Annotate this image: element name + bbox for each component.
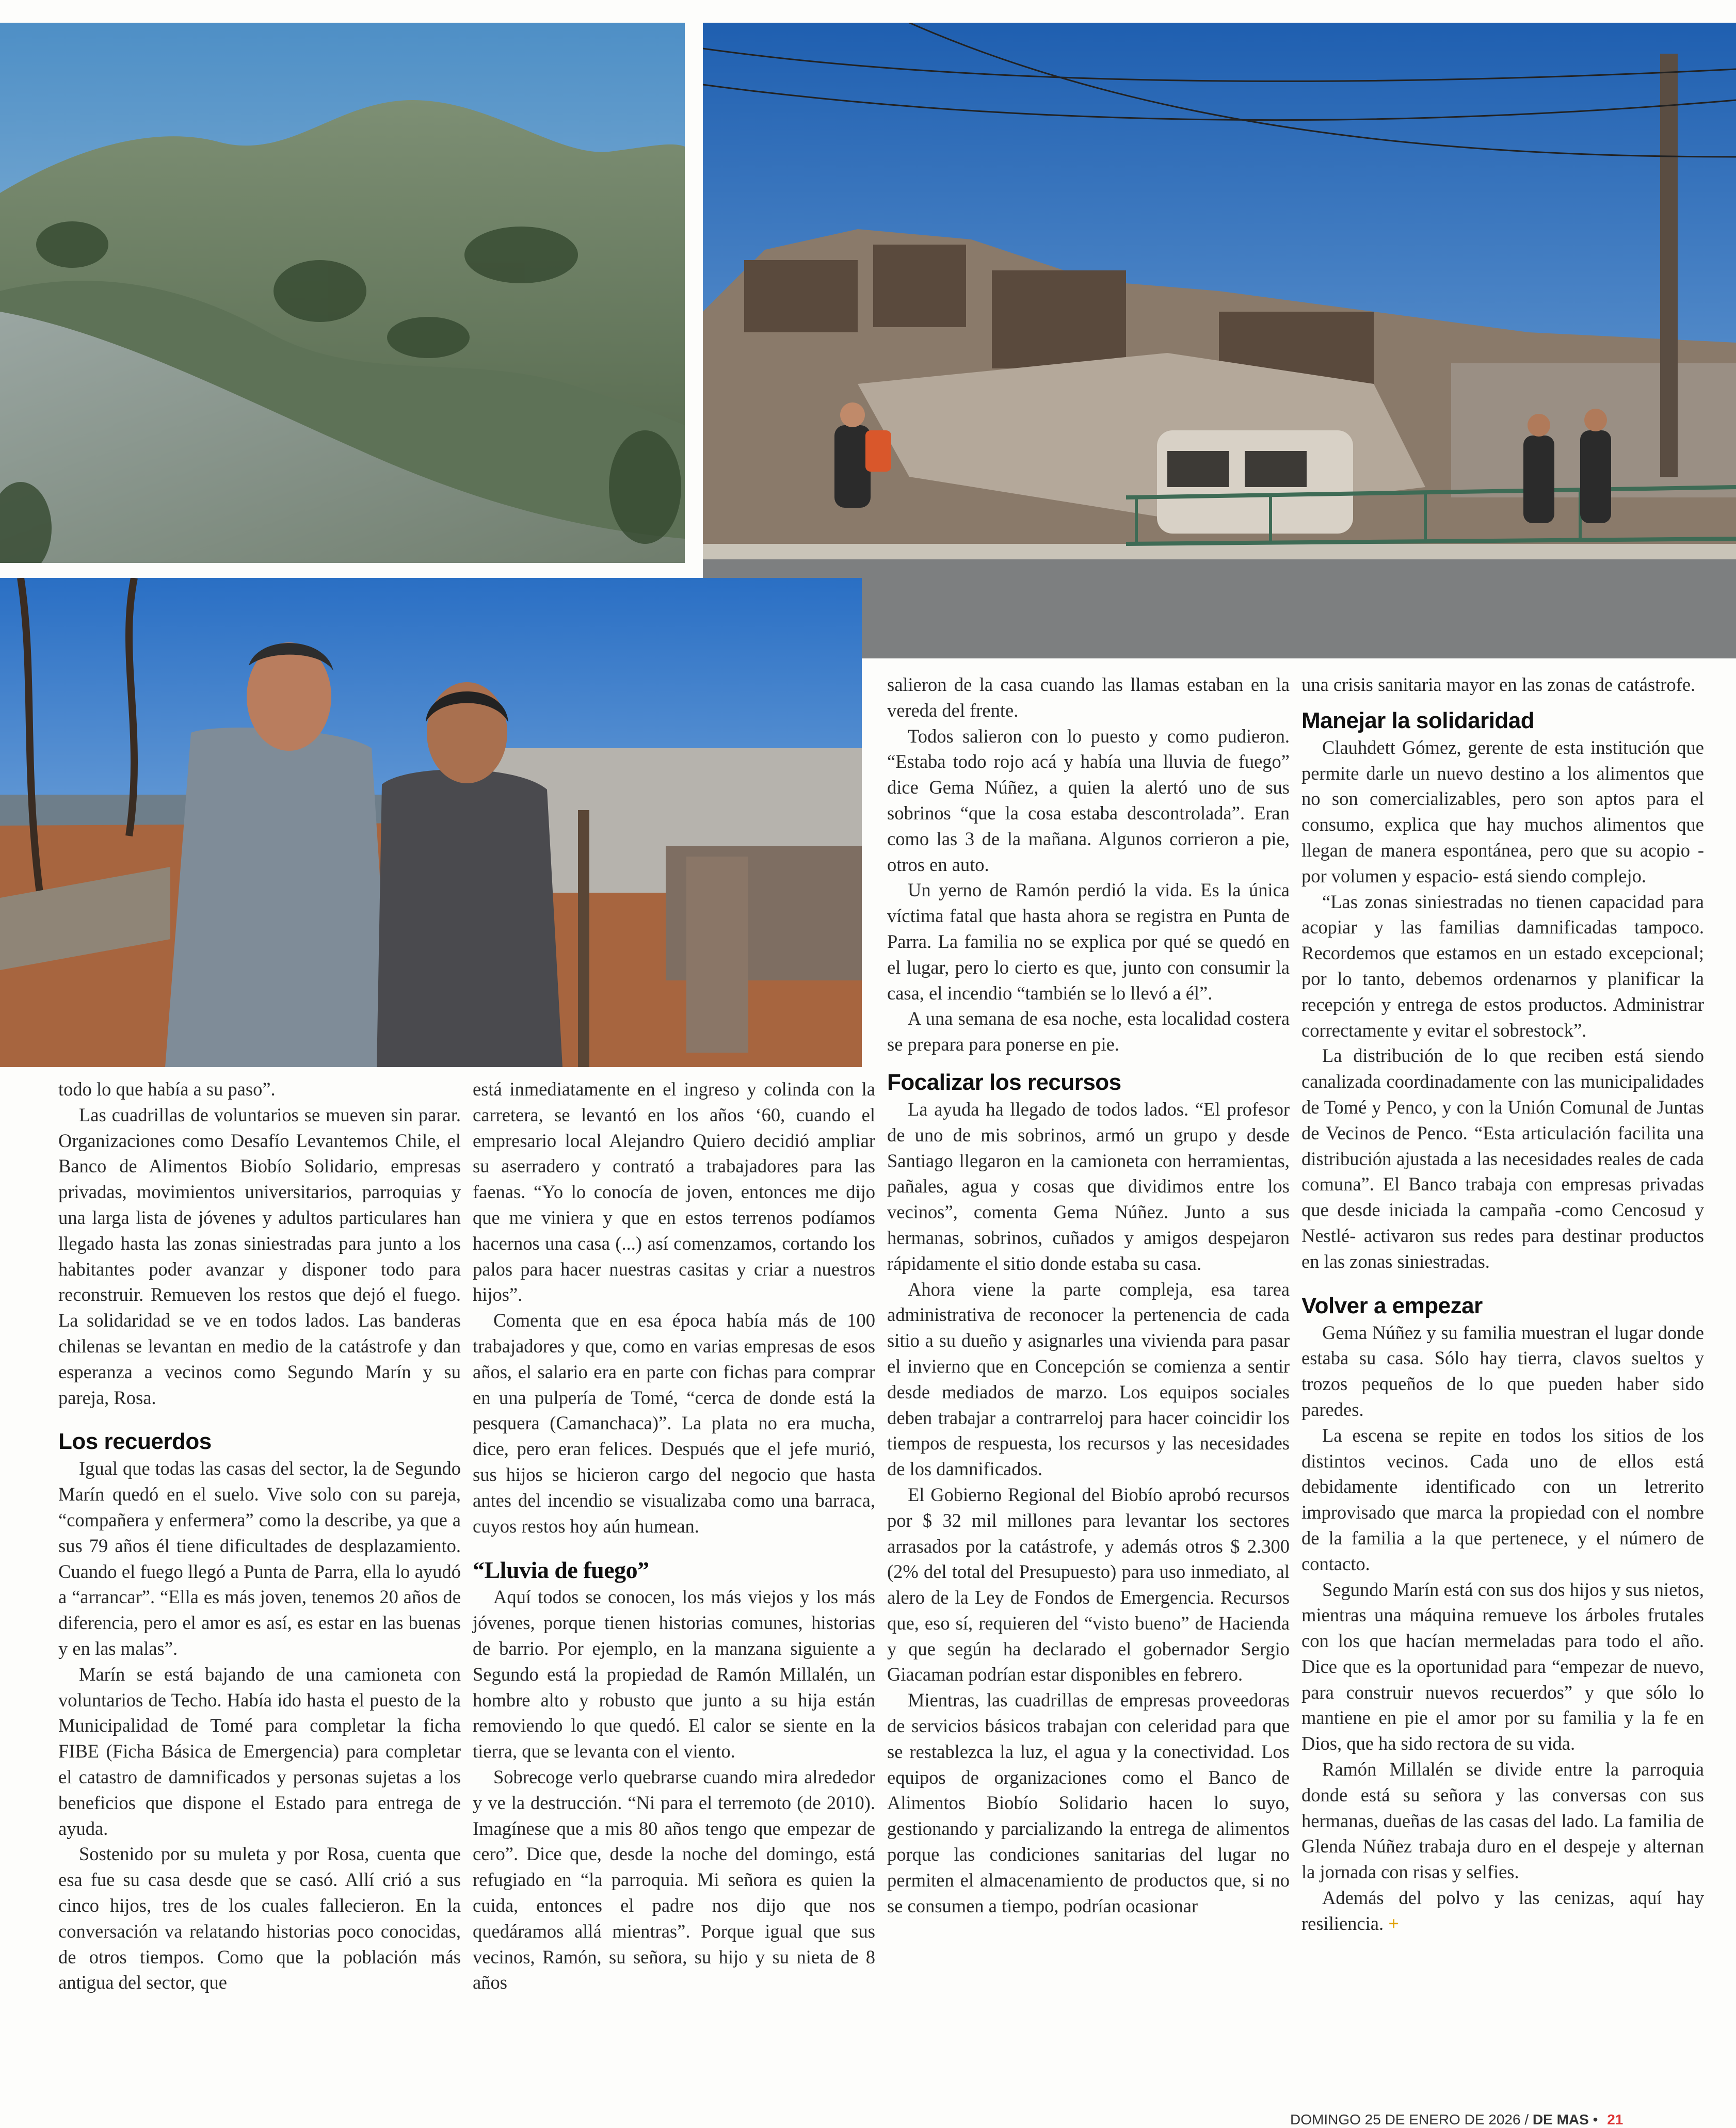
paragraph: Ahora viene la parte compleja, esa tarea administrativa de reconocer la pertenencia de cada sitio a su dueño y asignarles una vivienda para pasar el invierno que en Concepción se comienza a sentir desde mediados de marzo. Los equipos sociales deben trabajar a contrarreloj para hacer coincidir los tiempos de respuesta, los recursos y las necesidades de los damnificados.: [887, 1278, 1290, 1480]
subheading-manejar-la-solidaridad: Manejar la solidaridad: [1301, 707, 1535, 733]
paragraph: Igual que todas las casas del sector, la de Segundo Marín quedó en el suelo. Vive solo con su pareja, “compañera y enfermera” como la describe, ya que a sus 79 años él tiene dificultades de desplazamiento. Cuando el fuego llegó a Punta de Parra, ella lo ayudó a “arrancar”. “Ella es más joven, tenemos 20 años de diferencia, pero el amor es así, es estar en las buenas y en las malas”.: [58, 1458, 461, 1659]
paragraph-text: Ramón Millalén se divide entre la parroquia donde está su señora y las conversas con sus hermanas, dueñas de las casas del lado. La familia de Glenda Núñez trabaja duro en el despeje y alternan la jornada con risas y selfies.: [1301, 1759, 1704, 1883]
subheading-lluvia-de-fuego: “Lluvia de fuego”: [473, 1557, 649, 1584]
paragraph: Mientras, las cuadrillas de empresas proveedoras de servicios básicos trabajan con celeridad para que se restablezca la luz, el agua y la conectividad. Los equipos de organizaciones como el Banco de Alimentos Biobío Solidario hacen lo suyo, gestionando y parcializando la entrega de alimentos porque las condiciones sanitarias del lugar no permiten el almacenamiento de productos que, si no se consumen a tiempo, podrían ocasionar: [887, 1689, 1290, 1916]
paragraph: Un yerno de Ramón perdió la vida. Es la única víctima fatal que hasta ahora se registra en Punta de Parra. La familia no se explica por qué se quedó en el lugar, pero lo cierto es que, junto con consumir la casa, el incendio “también se lo llevó a él”.: [887, 879, 1290, 1004]
paragraph: Gema Núñez y su familia muestran el lugar donde estaba su casa. Sólo hay tierra, clavos sueltos y trozos pequeños de lo que pueden haber sido paredes.: [1301, 1321, 1704, 1420]
footer-bullet: •: [1588, 2111, 1602, 2127]
footer-separator: /: [1520, 2111, 1533, 2127]
paragraph: Sobrecoge verlo quebrarse cuando mira alrededor y ve la destrucción. “Ni para el terremoto (de 2010). Imagínese que a mis 80 años tengo que empezar de cero”. Dice que, desde la noche del domingo, está refugiado en “la parroquia. Mi señora es quien la cuida, entonces el padre nos dijo que nos quedáramos allá mientras”. Porque igual que sus vecinos, Ramón, su señora, su hijo y su nieta de 8 años: [473, 1766, 875, 1993]
paragraph: La distribución de lo que reciben está siendo canalizada coordinadamente con las municipalidades de Tomé y Penco, y con la Unión Comunal de Juntas de Vecinos de Penco. “Esta articulación facilita una distribución ajustada a las necesidades reales de cada comuna”. El Banco trabaja con empresas privadas que desde iniciada la campaña -como Cencosud y Nestlé- activaron sus redes para destinar productos en las zonas siniestradas.: [1301, 1045, 1704, 1272]
paragraph: Segundo Marín está con sus dos hijos y sus nietos, mientras una máquina remueve los árboles frutales con los que hacían mermeladas para todo el año. Dice que es la oportunidad para “empezar de nuevo, para construir nuevos recuerdos” y que sólo lo mantiene en pie el amor por su familia y la fe en Dios, que ha sido rectora de su vida.: [1301, 1578, 1704, 1754]
paragraph-text: Además del polvo y las cenizas, aquí hay resiliencia.: [1301, 1887, 1704, 1934]
paragraph: [1301, 1885, 1704, 1937]
paragraph: Aquí todos se conocen, los más viejos y los más jóvenes, porque tienen historias comunes, historias de barrio. Por ejemplo, en la manzana siguiente a Segundo está la propiedad de Ramón Millalén, un hombre alto y robusto que junto a su hija están removiendo lo que quedó. El calor se siente en la tierra, que se levanta con el viento.: [473, 1586, 875, 1762]
article-column-1: [58, 1076, 461, 1995]
paragraph: El Gobierno Regional del Biobío aprobó recursos por $ 32 mil millones para levantar los sectores arrasados por la catástrofe, y además otros $ 2.300 (2% del total del Presupuesto) para uso inmediato, al alero de la Ley de Fondos de Emergencia. Recursos que, eso sí, requieren del “visto bueno” de Hacienda y que según ha declarado el gobernador Sergio Giacaman podrían estar disponibles en febrero.: [887, 1484, 1290, 1685]
paragraph: Sostenido por su muleta y por Rosa, cuenta que esa fue su casa desde que se casó. Allí crió a sus cinco hijos, tres de los cuales fallecieron. En la conversación va relatando historias poco conocidas, de otros tiempos. Como que la población más antigua del sector, que: [58, 1843, 461, 1993]
end-mark: +: [1388, 1912, 1400, 1934]
footer-section: DE MAS: [1532, 2111, 1589, 2127]
couple-portrait-photo: [0, 578, 862, 1067]
paragraph: todo lo que había a su paso”.: [58, 1078, 276, 1100]
paragraph: [1301, 1756, 1704, 1885]
paragraph: salieron de la casa cuando las llamas estaban en la vereda del frente.: [887, 674, 1290, 721]
article-column-4: [1301, 672, 1704, 1937]
paragraph: Las cuadrillas de voluntarios se mueven sin parar. Organizaciones como Desafío Levantemos Chile, el Banco de Alimentos Biobío Solidario, empresas privadas, movimientos universitarios, parroquias y una larga lista de jóvenes y adultos particulares han llegado hasta las zonas siniestradas para junto a los habitantes poder avanzar y disponer todo para reconstruir. Remueven los restos que dejó el fuego. La solidaridad se ve en todos lados. Las banderas chilenas se levantan en medio de la catástrofe y dan esperanza a vecinos como Segundo Marín y su pareja, Rosa.: [58, 1104, 461, 1408]
paragraph: La escena se repite en todos los sitios de los distintos vecinos. Cada uno de ellos está debidamente identificado con un letrerito improvisado que marca la propiedad con el nombre de la familia a la que pertenece, y el número de contacto.: [1301, 1424, 1704, 1574]
burned-houses-street-photo: [703, 23, 1736, 658]
subheading-los-recuerdos: Los recuerdos: [58, 1429, 212, 1455]
paragraph: está inmediatamente en el ingreso y colinda con la carretera, se levantó en los años ‘60, cuando el empresario local Alejandro Quiero decidió ampliar su aserradero y contrató a trabajadores para las faenas. “Yo lo conocía de joven, entonces me dijo que me viniera y que en estos terrenos podíamos hacernos una casa (...) así comenzamos, cortando los palos para hacer nuestras casitas y criar a nuestros hijos”.: [473, 1078, 875, 1305]
paragraph: A una semana de esa noche, esta localidad costera se prepara para ponerse en pie.: [887, 1008, 1290, 1055]
paragraph: Clauhdett Gómez, gerente de esta institución que permite darle un nuevo destino a los alimentos que no son comercializables, pero son aptos para el consumo, explica que hay muchos alimentos que llegan de manera espontánea, pero que su acopio -por volumen y espacio- está siendo complejo.: [1301, 736, 1704, 886]
page-footer: [1290, 2111, 1736, 2128]
paragraph: “Las zonas siniestradas no tienen capacidad para acopiar y las familias damnificadas tampoco. Recordemos que estamos en un estado excepcional; por lo tanto, debemos ordenarnos y planificar la recepción y entrega de estos productos. Administrar correctamente y evitar el sobrestock”.: [1301, 891, 1704, 1041]
paragraph: Marín se está bajando de una camioneta con voluntarios de Techo. Había ido hasta el puesto de la Municipalidad de Tomé para completar la ficha FIBE (Ficha Básica de Emergencia) para completar el catastro de damnificados y personas sujetas a los beneficios que dispone el Estado para entrega de ayuda.: [58, 1663, 461, 1839]
paragraph: una crisis sanitaria mayor en las zonas de catástrofe.: [1301, 674, 1696, 695]
paragraph: La ayuda ha llegado de todos lados. “El profesor de uno de mis sobrinos, armó un grupo y desde Santiago llegaron en la camioneta con herramientas, pañales, agua y cosas que dividimos entre los vecinos”, comenta Gema Núñez. Junto a sus hermanas, sobrinos, cuñados y amigos despejaron rápidamente el sitio donde estaba su casa.: [887, 1098, 1290, 1274]
paragraph: Comenta que en esa época había más de 100 trabajadores y que, como en varias empresas de esos años, el salario era en parte con fichas para comprar en una pulpería de Tomé, “cerca de donde está la pesquera (Camanchaca)”. La plata no era mucha, dice, pero eran felices. Después que el jefe murió, sus hijos se hicieron cargo del negocio que hasta antes del incendio se visualizaba como una barraca, cuyos restos hoy aún humean.: [473, 1310, 875, 1537]
page-number: 21: [1607, 2111, 1624, 2127]
article-column-3: [887, 672, 1290, 1919]
footer-date: DOMINGO 25 DE ENERO DE 2026: [1290, 2111, 1521, 2127]
article-column-2: [473, 1076, 875, 1995]
forest-hillside-photo: [0, 23, 685, 563]
subheading-focalizar-los-recursos: Focalizar los recursos: [887, 1069, 1121, 1095]
paragraph: Todos salieron con lo puesto y como pudieron. “Estaba todo rojo acá y había una lluvia de fuego” dice Gema Núñez, a quien la alertó uno de sus sobrinos “que la cosa estaba descontrolada”. Eran como las 3 de la mañana. Algunos corrieron a pie, otros en auto.: [887, 725, 1290, 875]
subheading-volver-a-empezar: Volver a empezar: [1301, 1293, 1483, 1318]
